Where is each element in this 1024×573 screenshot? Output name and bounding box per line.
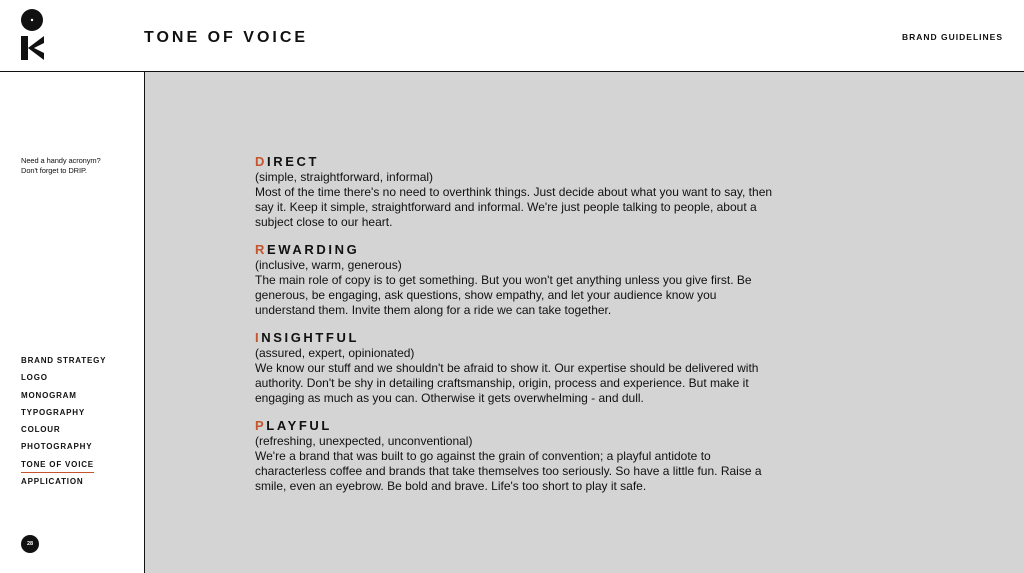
section-initial: I — [255, 330, 262, 345]
acronym-tip — [21, 156, 101, 176]
section-title-rest: NSIGHTFUL — [261, 330, 360, 345]
page-number-badge: 28 — [21, 535, 39, 553]
nav-item-logo[interactable] — [21, 372, 106, 389]
section-title — [255, 330, 775, 346]
section-body: We're a brand that was built to go against the grain of convention; a playful antidote to characterless coffee and brands that take themselves too seriously. So have a little fun. Raise a smile, even an eyebrow. Be bold and brave. Life's too short to play it safe. — [255, 449, 762, 493]
section-initial: R — [255, 242, 267, 257]
section-initial: P — [255, 418, 267, 433]
section-title-rest: LAYFUL — [266, 418, 332, 433]
section-title — [255, 154, 775, 170]
section-direct — [255, 154, 775, 230]
section-initial: D — [255, 154, 267, 169]
section-traits: (assured, expert, opinionated) — [255, 346, 415, 360]
section-body: Most of the time there's no need to overthink things. Just decide about what you want to say, then say it. Keep it simple, straightforward and informal. We're just people talking to people, about a subject close to our heart. — [255, 185, 773, 229]
section-rewarding — [255, 242, 775, 318]
section-nav — [21, 355, 106, 493]
nav-item-application[interactable] — [21, 476, 106, 493]
brand-guidelines-label: BRAND GUIDELINES — [901, 32, 1003, 42]
nav-item-label: BRAND STRATEGY — [21, 356, 107, 365]
nav-item-typography[interactable] — [21, 407, 106, 424]
nav-item-label: APPLICATION — [21, 477, 84, 487]
section-traits: (simple, straightforward, informal) — [255, 170, 434, 184]
nav-item-brand-strategy[interactable] — [21, 355, 106, 372]
section-traits: (refreshing, unexpected, unconventional) — [255, 434, 473, 448]
section-insightful — [255, 330, 775, 406]
nav-item-photography[interactable] — [21, 441, 106, 458]
nav-item-monogram[interactable] — [21, 390, 106, 407]
section-title — [255, 418, 775, 434]
nav-item-label: TONE OF VOICE — [21, 459, 94, 473]
section-traits: (inclusive, warm, generous) — [255, 258, 402, 272]
nav-item-label: LOGO — [21, 373, 48, 383]
ok-logo-icon[interactable] — [20, 9, 46, 61]
section-title-rest: IRECT — [267, 154, 319, 169]
section-title — [255, 242, 775, 258]
nav-item-colour[interactable] — [21, 424, 106, 441]
section-body: We know our stuff and we shouldn't be afraid to show it. Our expertise should be delivered with authority. Don't be shy in detailing craftsmanship, origin, process and experience. But make it engaging as much as you can. Otherwise it gets overwhelming - and dull. — [255, 361, 759, 405]
section-body: The main role of copy is to get something. But you won't get anything unless you give first. Be generous, be engaging, ask questions, show empathy, and let your audience know you understand them. Invite them along for a ride we can take together. — [255, 273, 752, 317]
tip-line-1: Need a handy acronym? — [21, 156, 101, 165]
nav-item-tone-of-voice[interactable] — [21, 459, 106, 476]
drip-sections — [255, 154, 775, 506]
nav-item-label: MONOGRAM — [21, 390, 77, 400]
nav-item-label: COLOUR — [21, 425, 61, 435]
nav-item-label: PHOTOGRAPHY — [21, 442, 93, 452]
section-title-rest: EWARDING — [267, 242, 360, 257]
header — [0, 0, 1024, 72]
content-panel — [145, 72, 1024, 573]
tip-line-2: Don't forget to DRIP. — [21, 166, 87, 175]
page-title: TONE OF VOICE — [144, 29, 309, 46]
nav-item-label: TYPOGRAPHY — [21, 407, 86, 417]
section-playful — [255, 418, 775, 494]
sidebar — [0, 72, 145, 573]
